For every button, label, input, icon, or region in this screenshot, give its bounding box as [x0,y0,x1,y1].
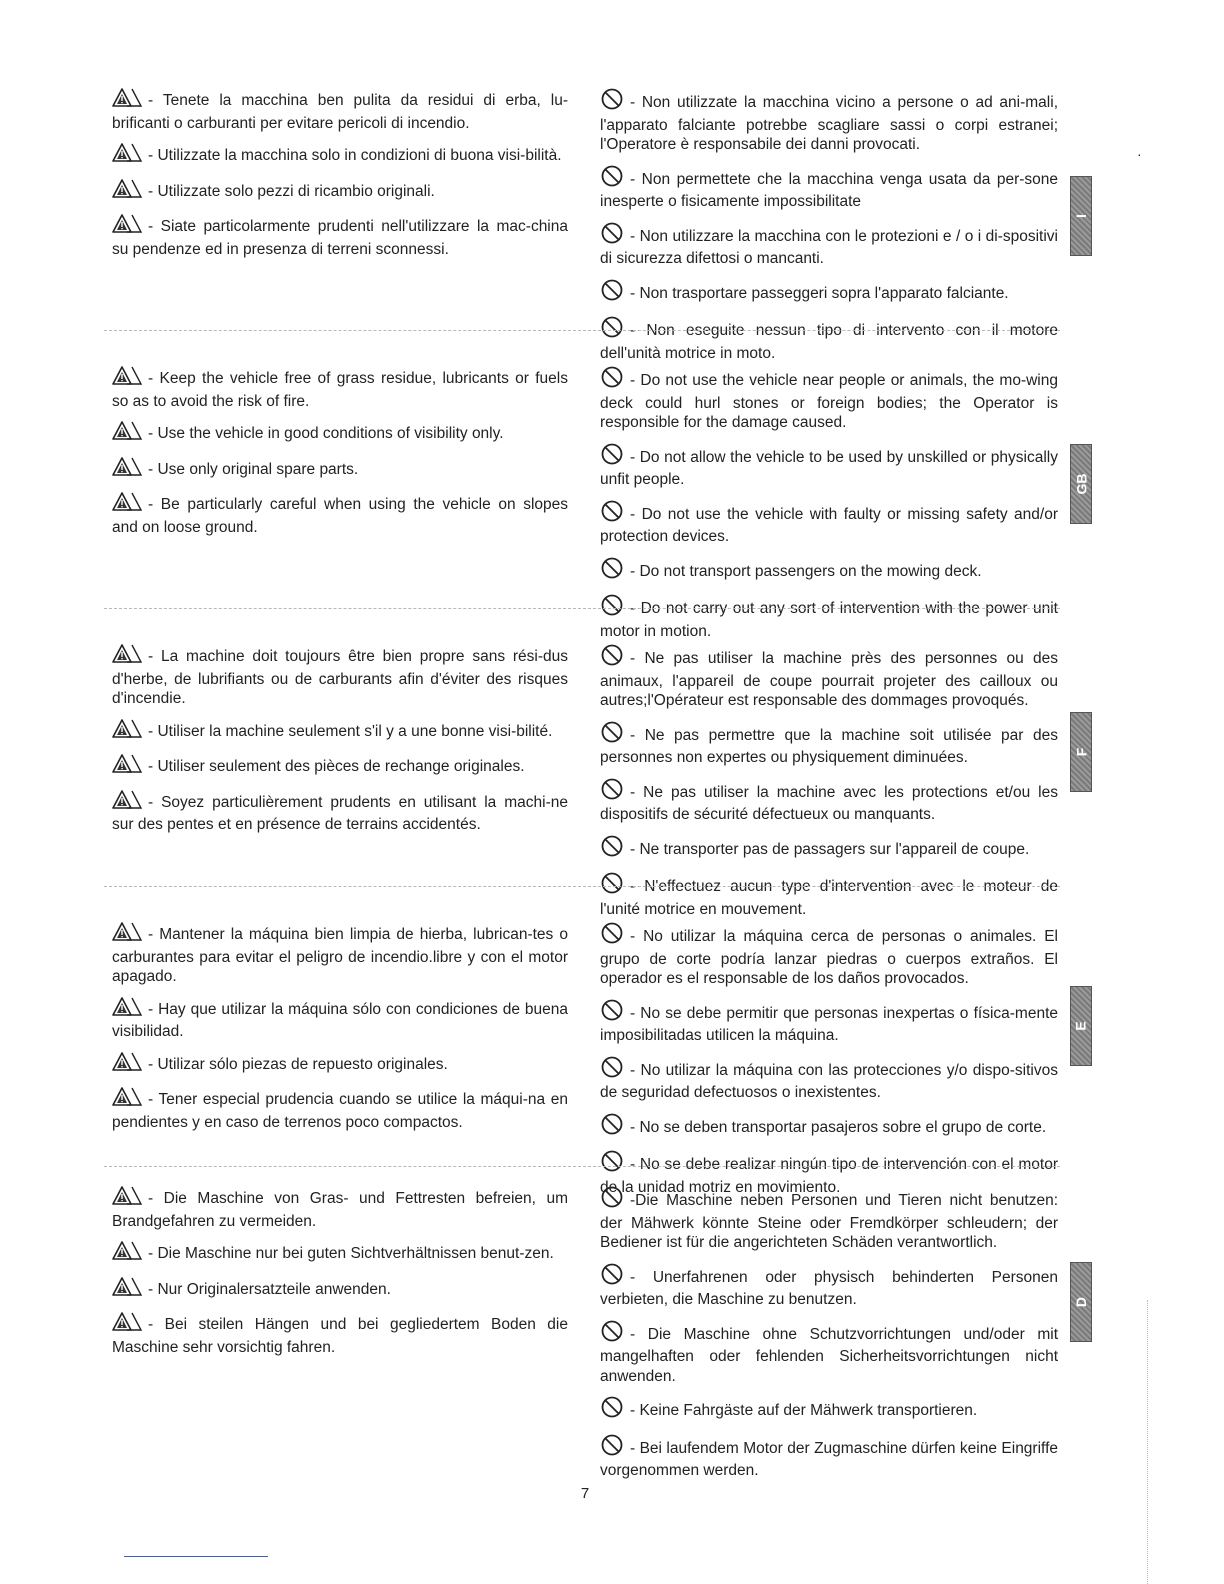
prohibition-item: - Ne pas utiliser la machine près des personnes ou des animaux, l'appareil de coupe pourrait projeter des cailloux ou autres;l'Opérateur est responsable des dommages provoqués. [600,644,1058,711]
warning-item: - Nur Originalersatzteile anwenden. [112,1277,568,1303]
warning-item: - Utilizar sólo piezas de repuesto originales. [112,1052,568,1078]
prohibition-icon [600,222,626,250]
language-tab-english: GB [1070,444,1092,524]
warning-triangle-icon [112,214,144,240]
prohibition-item: - Bei laufendem Motor der Zugmaschine dürfen keine Eingriffe vorgenommen werden. [600,1434,1058,1481]
prohibition-icon [600,1320,626,1348]
prohibition-icon [600,279,626,307]
page-edge-line [1147,1300,1148,1584]
prohibition-item: - No se deben transportar pasajeros sobre el grupo de corte. [600,1113,1058,1141]
prohibition-item: - No utilizar la máquina cerca de personas o animales. El grupo de corte podría lanzar piedras o cuerpos extraños. El operador es el responsable de los daños provocados. [600,922,1058,989]
section-divider [104,886,1060,887]
warning-triangle-icon [112,88,144,114]
prohibition-icon [600,1186,626,1214]
warning-item: - Tenete la macchina ben pulita da residui di erba, lu-brificanti o carburanti per evitare pericoli di incendio. [112,88,568,133]
section-divider [104,330,1060,331]
warning-item: - Hay que utilizar la máquina sólo con condiciones de buena visibilidad. [112,997,568,1042]
prohibition-icon [600,1056,626,1084]
language-tab-spanish: E [1070,986,1092,1066]
warnings-column [112,88,568,269]
warning-item: - Soyez particulièrement prudents en utilisant la machi-ne sur des pentes et en présence de terrains accidentés. [112,790,568,835]
prohibition-item: - Die Maschine ohne Schutzvorrichtungen und/oder mit mangelhaften oder fehlenden Sicherheitsvorrichtungen nicht anwenden. [600,1320,1058,1387]
prohibition-item: - Ne pas permettre que la machine soit utilisée par des personnes non expertes ou physiquement diminuées. [600,721,1058,768]
warning-item: - Utilizzate solo pezzi di ricambio originali. [112,179,568,205]
warning-item: - Utiliser seulement des pièces de rechange originales. [112,754,568,780]
prohibition-icon [600,500,626,528]
warning-triangle-icon [112,1241,144,1267]
prohibition-item: - Non utilizzate la macchina vicino a persone o ad ani-mali, l'apparato falciante potrebbe scagliare sassi o corpi estranei; l'Operatore è responsabile dei danni provocati. [600,88,1058,155]
warning-triangle-icon [112,754,144,780]
prohibition-item: - Do not allow the vehicle to be used by unskilled or physically unfit people. [600,443,1058,490]
prohibition-icon [600,644,626,672]
warning-item: - Keep the vehicle free of grass residue, lubricants or fuels so as to avoid the risk of fire. [112,366,568,411]
prohibition-icon [600,1434,626,1462]
prohibition-item: - N'effectuez aucun type d'intervention avec le moteur de l'unité motrice en mouvement. [600,872,1058,919]
warnings-column [112,1186,568,1367]
warning-triangle-icon [112,1277,144,1303]
prohibition-item: - Ne transporter pas de passagers sur l'appareil de coupe. [600,835,1058,863]
warning-triangle-icon [112,457,144,483]
warning-item: - Utilizzate la macchina solo in condizioni di buona visi-bilità. [112,143,568,169]
language-tab-italian: I [1070,176,1092,256]
warning-triangle-icon [112,179,144,205]
warning-item: - Bei steilen Hängen und bei gegliedertem Boden die Maschine sehr vorsichtig fahren. [112,1312,568,1357]
prohibition-icon [600,557,626,585]
prohibition-item: - Non permettete che la macchina venga usata da per-sone inesperte o fisicamente impossibilitate [600,165,1058,212]
prohibition-icon [600,1113,626,1141]
prohibition-item: - No se debe permitir que personas inexpertas o física-mente imposibilitadas utilicen la máquina. [600,999,1058,1046]
warning-item: - Mantener la máquina bien limpia de hierba, lubrican-tes o carburantes para evitar el peligro de incendio.libre y con el motor apagado. [112,922,568,987]
prohibition-icon [600,778,626,806]
prohibition-icon [600,88,626,116]
footer-line [124,1556,268,1557]
section-divider [104,1166,1060,1167]
prohibition-item: - Non eseguite nessun tipo di intervento con il motore dell'unità motrice in moto. [600,316,1058,363]
warning-triangle-icon [112,719,144,745]
warning-triangle-icon [112,997,144,1023]
warnings-column [112,922,568,1142]
prohibition-icon [600,165,626,193]
warning-item: - Use the vehicle in good conditions of visibility only. [112,421,568,447]
section-divider [104,608,1060,609]
prohibition-item: - Do not transport passengers on the mowing deck. [600,557,1058,585]
warning-triangle-icon [112,492,144,518]
warning-triangle-icon [112,421,144,447]
prohibition-icon [600,443,626,471]
prohibition-item: -Die Maschine neben Personen und Tieren nicht benutzen: der Mähwerk könnte Steine oder Fremdkörper schleudern; der Bediener ist für die angerichteten Schäden verantwortlich. [600,1186,1058,1253]
warning-triangle-icon [112,1052,144,1078]
prohibition-item: - Non utilizzare la macchina con le protezioni e / o i di-spositivi di sicurezza difettosi o mancanti. [600,222,1058,269]
language-tab-french: F [1070,712,1092,792]
prohibition-icon [600,1396,626,1424]
prohibition-item: - Ne pas utiliser la machine avec les protections et/ou les dispositifs de sécurité défectueux ou manquants. [600,778,1058,825]
warning-triangle-icon [112,1186,144,1212]
prohibition-item: - Do not use the vehicle near people or animals, the mo-wing deck could hurl stones or foreign bodies; the Operator is responsible for the damage caused. [600,366,1058,433]
warning-item: - Tener especial prudencia cuando se utilice la máqui-na en pendientes y en caso de terrenos poco compactos. [112,1087,568,1132]
warning-item: - Siate particolarmente prudenti nell'utilizzare la mac-china su pendenze ed in presenza di terreni sconnessi. [112,214,568,259]
warning-item: - Die Maschine von Gras- und Fettresten befreien, um Brandgefahren zu vermeiden. [112,1186,568,1231]
prohibition-item: - No utilizar la máquina con las protecciones y/o dispo-sitivos de seguridad defectuosos o inexistentes. [600,1056,1058,1103]
prohibitions-column [600,1186,1058,1491]
warning-item: - La machine doit toujours être bien propre sans rési-dus d'herbe, de lubrifiants ou de carburants afin d'éviter des risques d'incendie. [112,644,568,709]
warning-item: - Die Maschine nur bei guten Sichtverhältnissen benut-zen. [112,1241,568,1267]
prohibitions-column [600,922,1058,1207]
warning-triangle-icon [112,1087,144,1113]
prohibition-icon [600,1263,626,1291]
warning-triangle-icon [112,790,144,816]
prohibition-icon [600,1150,626,1178]
language-tab-german: D [1070,1262,1092,1342]
warning-triangle-icon [112,922,144,948]
page-number: 7 [580,1485,590,1502]
prohibition-icon [600,999,626,1027]
prohibition-item: - Keine Fahrgäste auf der Mähwerk transportieren. [600,1396,1058,1424]
warning-item: - Utiliser la machine seulement s'il y a une bonne visi-bilité. [112,719,568,745]
warnings-column [112,366,568,547]
prohibition-item: - Unerfahrenen oder physisch behinderten Personen verbieten, die Maschine zu benutzen. [600,1263,1058,1310]
prohibition-icon [600,721,626,749]
warning-triangle-icon [112,143,144,169]
warning-item: - Be particularly careful when using the vehicle on slopes and on loose ground. [112,492,568,537]
prohibition-icon [600,922,626,950]
prohibition-item: - Do not carry out any sort of intervention with the power unit motor in motion. [600,594,1058,641]
warning-triangle-icon [112,644,144,670]
warnings-column [112,644,568,845]
warning-triangle-icon [112,1312,144,1338]
prohibition-icon [600,835,626,863]
warning-triangle-icon [112,366,144,392]
margin-dot: · [1137,146,1142,162]
prohibition-icon [600,366,626,394]
prohibition-item: - No se debe realizar ningún tipo de intervención con el motor de la unidad motriz en movimiento. [600,1150,1058,1197]
warning-item: - Use only original spare parts. [112,457,568,483]
prohibition-item: - Do not use the vehicle with faulty or missing safety and/or protection devices. [600,500,1058,547]
prohibition-item: - Non trasportare passeggeri sopra l'apparato falciante. [600,279,1058,307]
